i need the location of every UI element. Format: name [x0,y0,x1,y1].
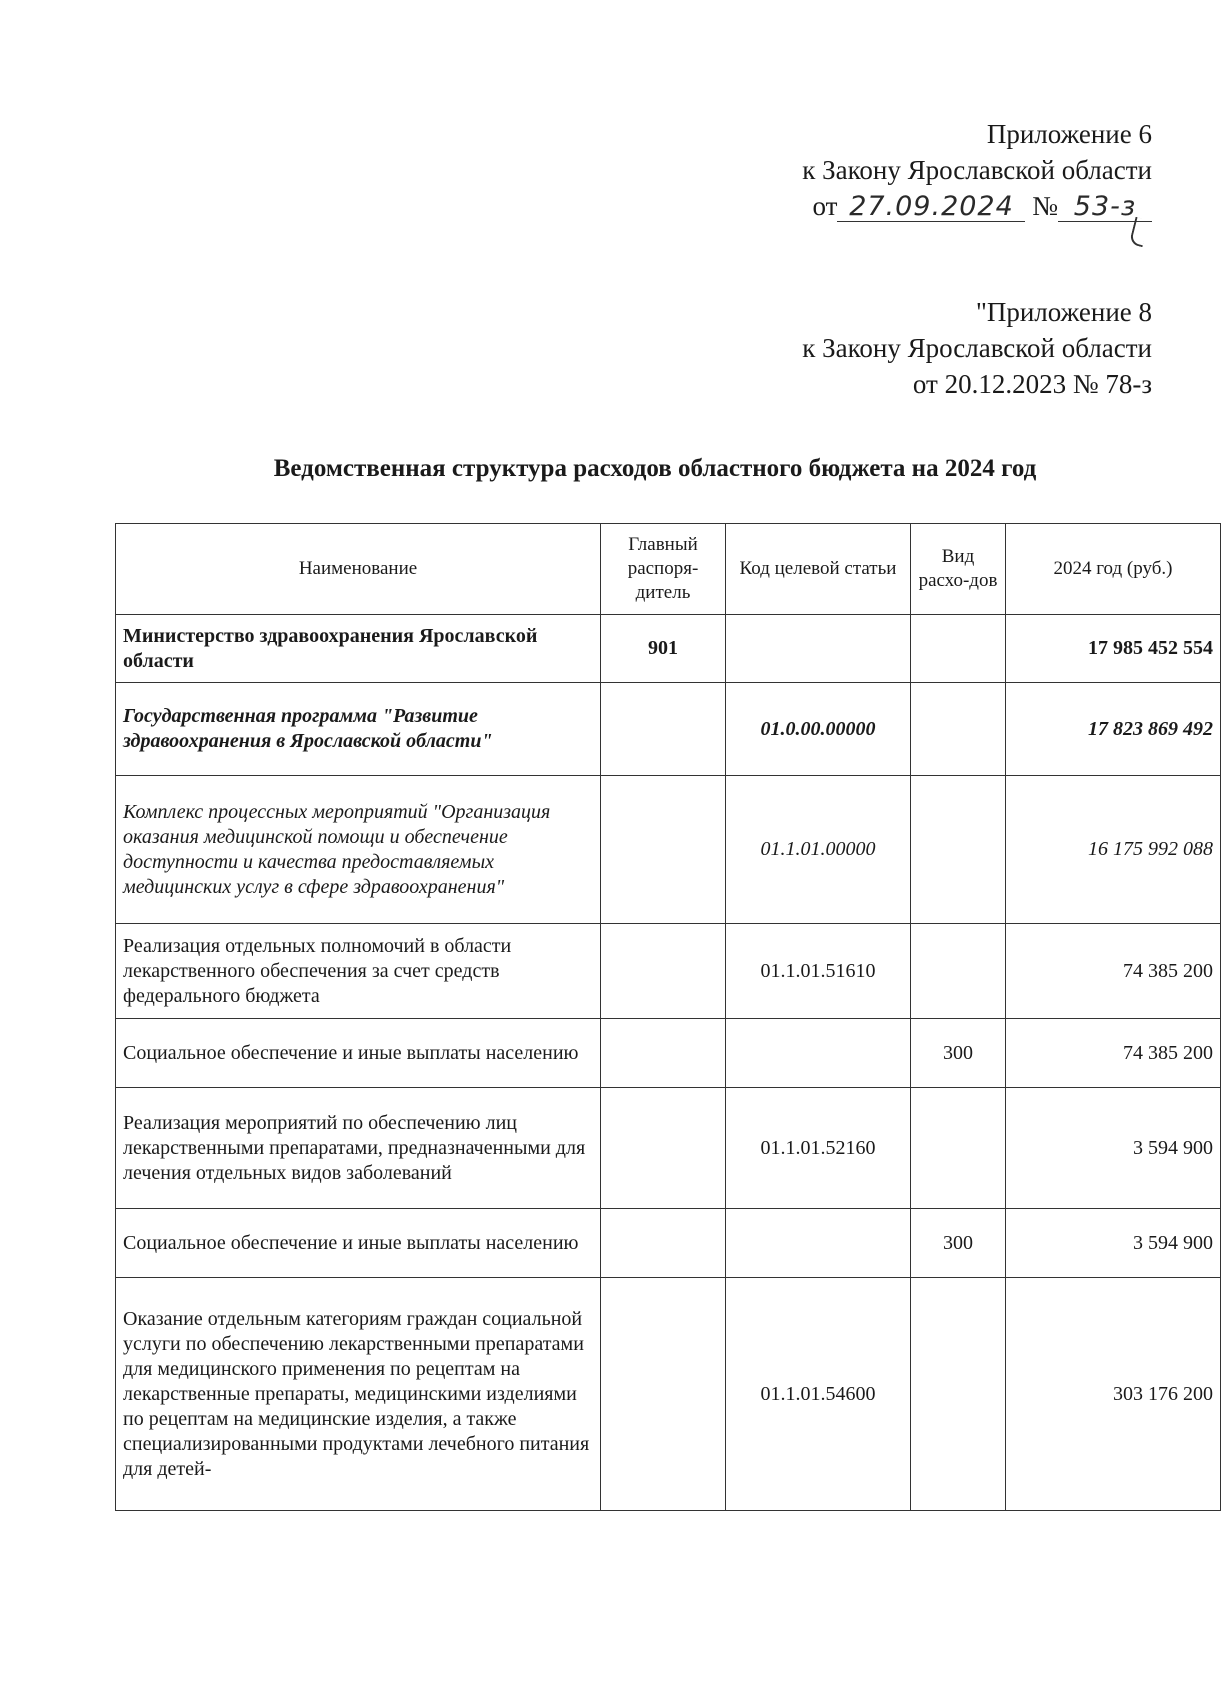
cell-amount: 16 175 992 088 [1006,776,1221,924]
table-row [116,776,1221,924]
appendix-6-title: Приложение 6 [986,119,1152,149]
cell-manager [601,1088,726,1209]
cell-amount: 3 594 900 [1006,1209,1221,1278]
cell-manager [601,924,726,1019]
appendix-6-header [802,116,1152,224]
cell-amount: 3 594 900 [1006,1088,1221,1209]
cell-name: Оказание отдельным категориям граждан социальной услуги по обеспечению лекарственными препаратами для медицинского применения по рецептам на лекарственные препараты, медицинскими изделиями по рецептам на медицинские изделия, а также специализированными продуктами лечебного питания для детей- [116,1278,601,1511]
cell-name: Реализация мероприятий по обеспечению лиц лекарственными препаратами, предназначенными для лечения отдельных видов заболеваний [116,1088,601,1209]
appendix-8-date-number: от 20.12.2023 № 78-з [912,369,1152,399]
header-name: Наименование [116,524,601,615]
cell-type [911,1088,1006,1209]
cell-code [726,615,911,683]
cell-name: Государственная программа "Развитие здравоохранения в Ярославской области" [116,683,601,776]
header-code: Код целевой статьи [726,524,911,615]
document-title: Ведомственная структура расходов областного бюджета на 2024 год [273,455,1037,482]
cell-type [911,924,1006,1019]
appendix-8-title: "Приложение 8 [975,297,1152,327]
header-manager: Главный распоря-дитель [601,524,726,615]
cell-amount: 74 385 200 [1006,924,1221,1019]
table-row [116,1019,1221,1088]
cell-code: 01.1.01.54600 [726,1278,911,1511]
appendix-8-law-ref: к Закону Ярославской области [802,333,1152,363]
cell-manager [601,1019,726,1088]
cell-code: 01.1.01.00000 [726,776,911,924]
cell-manager [601,1209,726,1278]
cell-name: Социальное обеспечение и иные выплаты населению [116,1019,601,1088]
cell-code [726,1209,911,1278]
table-row [116,1209,1221,1278]
cell-code [726,1019,911,1088]
cell-amount: 17 823 869 492 [1006,683,1221,776]
cell-amount: 303 176 200 [1006,1278,1221,1511]
appendix-6-date-number [802,188,1152,224]
table-row [116,1088,1221,1209]
cell-name: Министерство здравоохранения Ярославской области [116,615,601,683]
cell-manager [601,776,726,924]
table-row [116,1278,1221,1511]
cell-type [911,776,1006,924]
cell-name: Комплекс процессных мероприятий "Организация оказания медицинской помощи и обеспечение доступности и качества предоставляемых медицинских услуг в сфере здравоохранения" [116,776,601,924]
appendix-6-law-ref: к Закону Ярославской области [802,155,1152,185]
cell-type [911,615,1006,683]
table-row [116,615,1221,683]
handwritten-number: 53-з [1058,193,1152,222]
budget-table [115,523,1221,1511]
cell-code: 01.1.01.51610 [726,924,911,1019]
handwritten-date: 27.09.2024 [837,193,1025,222]
table-row [116,683,1221,776]
cell-manager [601,1278,726,1511]
table-header-row [116,524,1221,615]
header-amount: 2024 год (руб.) [1006,524,1221,615]
cell-code: 01.1.01.52160 [726,1088,911,1209]
cell-type [911,1278,1006,1511]
number-sign: № [1032,191,1058,221]
from-prefix: от [812,191,838,221]
cell-name: Социальное обеспечение и иные выплаты населению [116,1209,601,1278]
cell-amount: 17 985 452 554 [1006,615,1221,683]
appendix-8-header [802,294,1152,402]
cell-type: 300 [911,1209,1006,1278]
table-row [116,924,1221,1019]
cell-amount: 74 385 200 [1006,1019,1221,1088]
cell-type: 300 [911,1019,1006,1088]
cell-type [911,683,1006,776]
cell-manager: 901 [601,615,726,683]
cell-manager [601,683,726,776]
cell-code: 01.0.00.00000 [726,683,911,776]
cell-name: Реализация отдельных полномочий в области лекарственного обеспечения за счет средств федерального бюджета [116,924,601,1019]
header-type: Вид расхо-дов [911,524,1006,615]
